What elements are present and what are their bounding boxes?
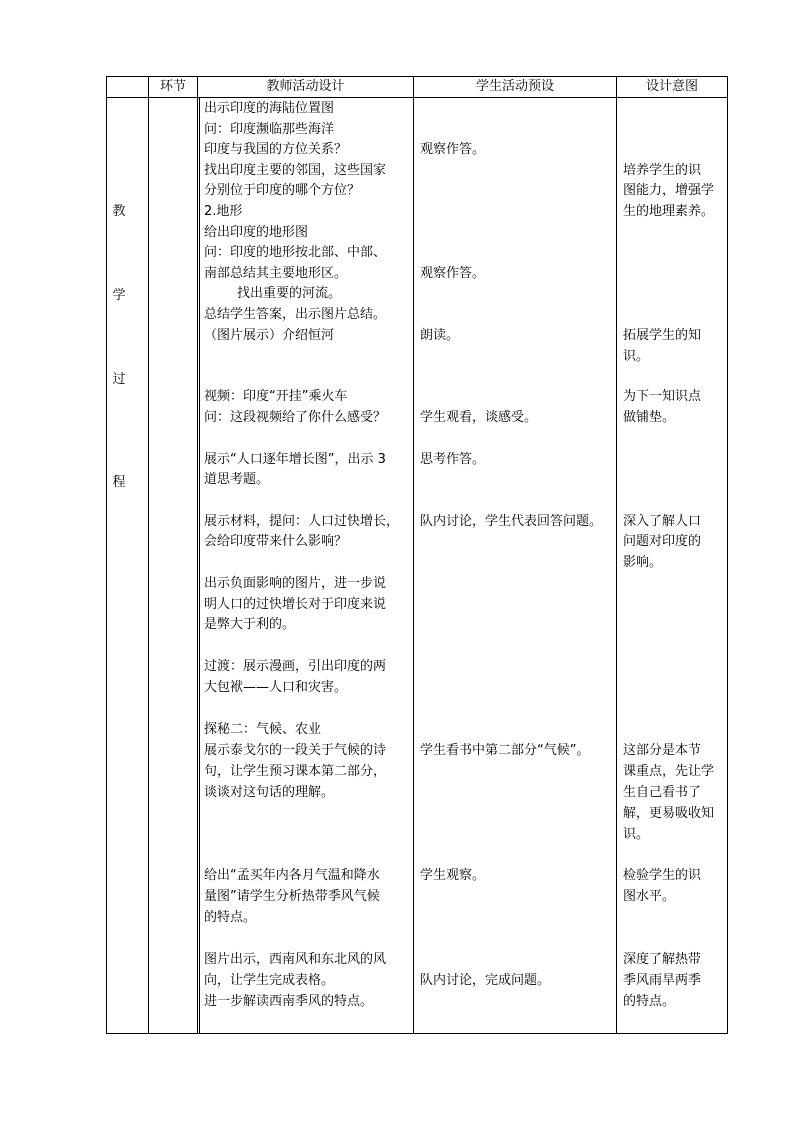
teacher-line: 会给印度带来什么影响？ — [204, 534, 348, 549]
intent-line: 的特点。 — [623, 994, 676, 1009]
column-divider-2 — [197, 76, 198, 1034]
intent-line: 深度了解热带 — [623, 952, 702, 967]
student-item: 观察作答。 — [420, 266, 486, 281]
stage-char-2: 学 — [112, 288, 126, 303]
student-item: 观察作答。 — [420, 142, 486, 157]
header-design-intent: 设计意图 — [645, 79, 698, 94]
table-right-border — [727, 76, 728, 1034]
intent-line: 拓展学生的知 — [623, 328, 702, 343]
header-teacher-activity: 教师活动设计 — [266, 79, 345, 94]
teacher-line: 南部总结其主要地形区。 — [204, 266, 348, 281]
teacher-line: 展示“人口逐年增长图”，出示 3 — [204, 452, 386, 467]
stage-char-1: 教 — [112, 204, 126, 219]
teacher-line: 的特点。 — [204, 910, 257, 925]
teacher-line: 找出重要的河流。 — [204, 286, 342, 301]
teacher-line: 是弊大于利的。 — [204, 617, 296, 632]
column-divider-1 — [148, 76, 149, 1034]
teacher-line: 进一步解读西南季风的特点。 — [204, 994, 374, 1009]
teacher-line: 句，让学生预习课本第二部分， — [204, 764, 387, 779]
teacher-line: 给出印度的地形图 — [204, 225, 309, 240]
teacher-line: 问：这段视频给了你什么感受？ — [204, 410, 387, 425]
teacher-line: 展示泰戈尔的一段关于气候的诗 — [204, 743, 387, 758]
student-item: 队内讨论，学生代表回答问题。 — [420, 514, 603, 529]
intent-line: 做铺垫。 — [623, 410, 676, 425]
student-item: 思考作答。 — [420, 452, 486, 467]
teacher-line: 印度与我国的方位关系？ — [204, 142, 348, 157]
teacher-line: 出示印度的海陆位置图 — [204, 101, 335, 116]
teacher-line: 大包袱——人口和灾害。 — [204, 680, 348, 695]
header-student-activity: 学生活动预设 — [475, 79, 554, 94]
intent-line: 季风雨旱两季 — [623, 973, 702, 988]
teacher-line: 图片出示，西南风和东北风的风 — [204, 952, 387, 967]
stage-char-3: 过 — [112, 372, 126, 387]
column-divider-3 — [413, 76, 414, 1034]
teacher-line: 视频：印度“开挂”乘火车 — [204, 389, 348, 404]
header-stage: 环节 — [159, 79, 186, 94]
teacher-line: 道思考题。 — [204, 472, 270, 487]
intent-line: 课重点，先让学 — [623, 764, 715, 779]
teacher-line: 问：印度的地形按北部、中部、 — [204, 245, 387, 260]
teacher-line: 量图”请学生分析热带季风气候 — [204, 889, 380, 904]
teacher-line: 出示负面影响的图片，进一步说 — [204, 576, 387, 591]
student-item: 学生观看，谈感受。 — [420, 410, 538, 425]
intent-line: 这部分是本节 — [623, 743, 702, 758]
intent-line: 培养学生的识 — [623, 163, 702, 178]
teacher-line: 问：印度濒临那些海洋 — [204, 122, 335, 137]
teacher-line: 谈谈对这句话的理解。 — [204, 785, 335, 800]
intent-line: 识。 — [623, 349, 650, 364]
intent-line: 解，更易吸收知 — [623, 806, 715, 821]
student-item: 朗读。 — [420, 328, 460, 343]
intent-line: 图水平。 — [623, 889, 676, 904]
intent-line: 生自己看书了 — [623, 785, 702, 800]
teacher-line: 展示材料，提问：人口过快增长， — [204, 514, 400, 529]
teacher-line: 给出“孟买年内各月气温和降水 — [204, 868, 380, 883]
intent-line: 问题对印度的 — [623, 534, 702, 549]
teacher-line: 2.地形 — [204, 204, 243, 219]
teacher-line: 探秘二：气候、农业 — [204, 722, 322, 737]
teacher-line: 过渡：展示漫画，引出印度的两 — [204, 659, 387, 674]
column-divider-2b — [199, 97, 200, 1034]
student-item: 学生观察。 — [420, 868, 486, 883]
intent-line: 检验学生的识 — [623, 868, 702, 883]
column-divider-4 — [616, 76, 617, 1034]
teacher-line: 总结学生答案，出示图片总结。 — [204, 307, 387, 322]
teacher-line: 分别位于印度的哪个方位？ — [204, 183, 361, 198]
teacher-line: 向，让学生完成表格。 — [204, 973, 335, 988]
intent-line: 深入了解人口 — [623, 514, 702, 529]
stage-char-4: 程 — [112, 475, 126, 490]
intent-line: 图能力，增强学 — [623, 183, 715, 198]
teacher-line: （图片展示）介绍恒河 — [204, 328, 335, 343]
intent-line: 识。 — [623, 827, 650, 842]
intent-line: 为下一知识点 — [623, 389, 702, 404]
intent-line: 生的地理素养。 — [623, 204, 715, 219]
intent-line: 影响。 — [623, 555, 663, 570]
table-left-border — [106, 76, 107, 1034]
student-item: 学生看书中第二部分“气候”。 — [420, 743, 590, 758]
teacher-line: 找出印度主要的邻国，这些国家 — [204, 163, 387, 178]
student-item: 队内讨论，完成问题。 — [420, 973, 551, 988]
teacher-line: 明人口的过快增长对于印度来说 — [204, 597, 387, 612]
